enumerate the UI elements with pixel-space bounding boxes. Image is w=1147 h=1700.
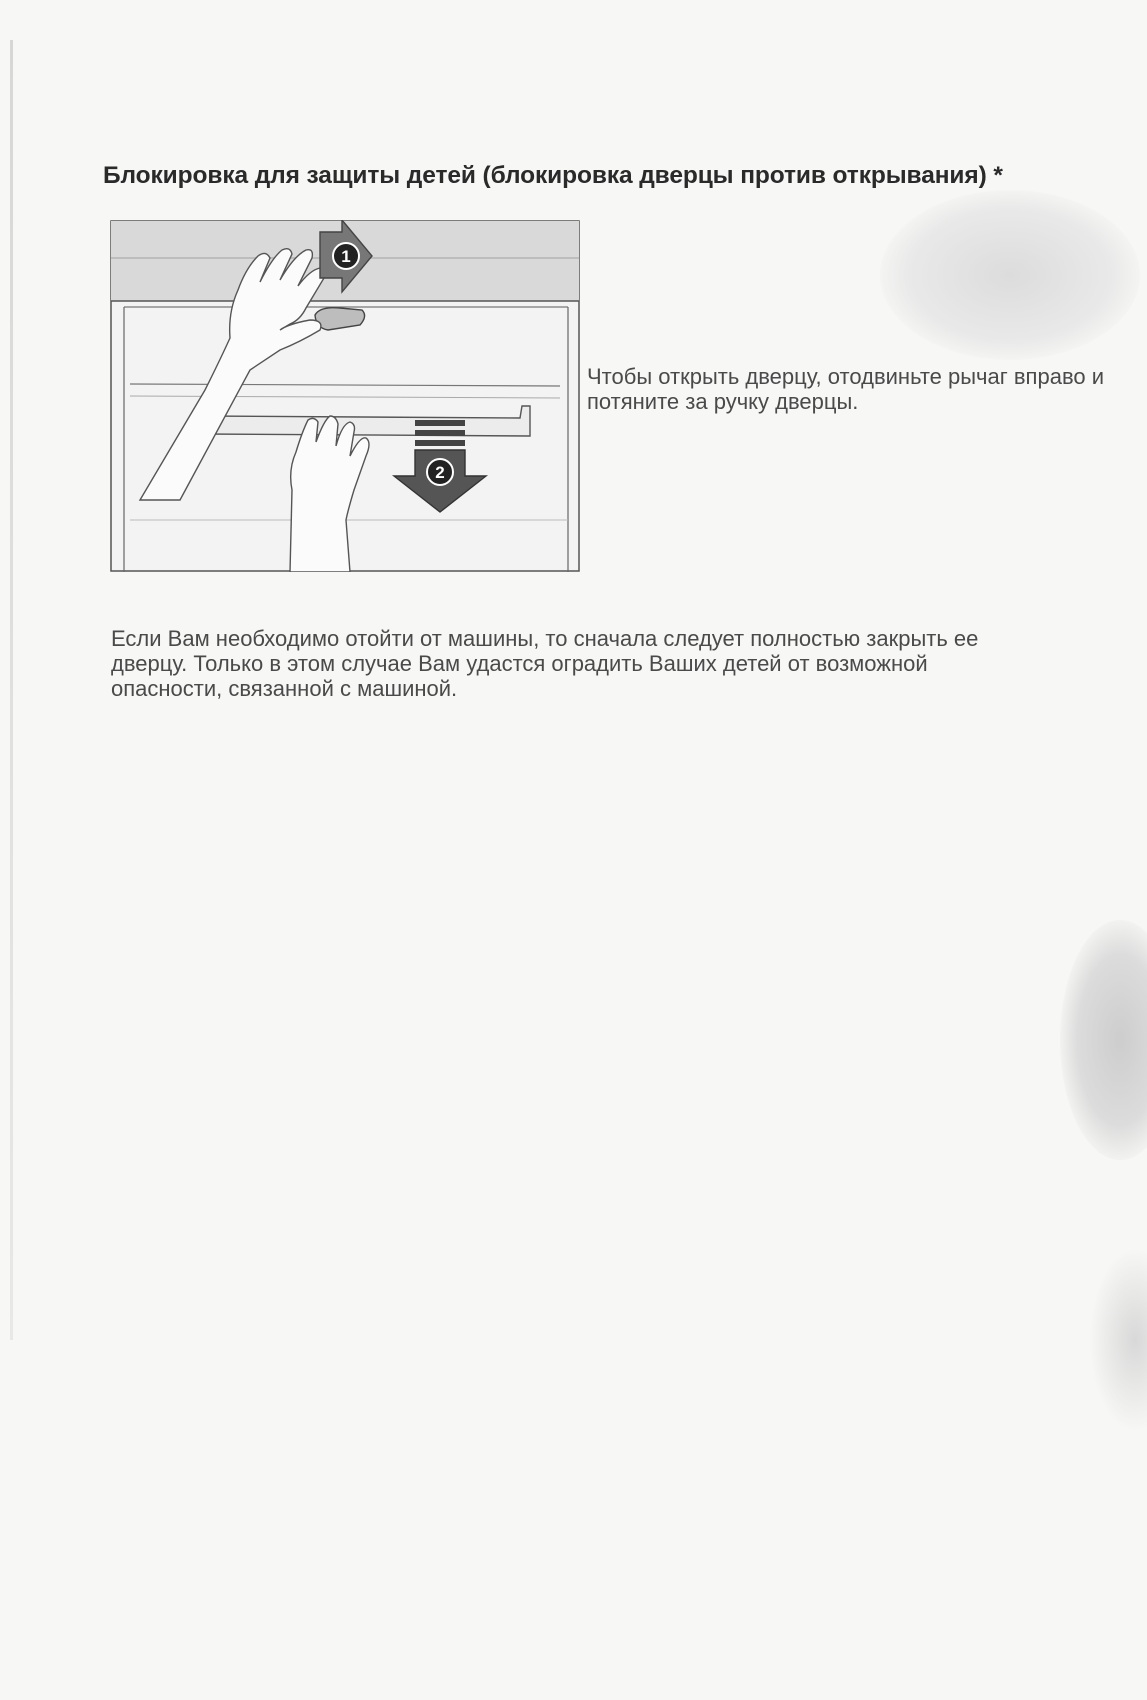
scan-edge (10, 40, 13, 1340)
safety-warning: Если Вам необходимо отойти от машины, то сначала следует полностью закрыть ее дверцу. Только в этом случае Вам удастся оградить Ваших детей от возможной опасности, связанной с машиной. (111, 626, 979, 701)
scan-bleed-through (1090, 1250, 1147, 1430)
section-title: Блокировка для защиты детей (блокировка дверцы против открывания) * (103, 162, 1003, 189)
scan-bleed-through (880, 190, 1140, 360)
open-door-instruction: Чтобы открыть дверцу, отодвиньте рычаг вправо и потяните за ручку дверцы. (587, 364, 1105, 414)
step2-number: 2 (435, 463, 445, 482)
scan-bleed-through (1060, 920, 1147, 1160)
child-lock-illustration (110, 220, 580, 572)
step1-number: 1 (341, 247, 351, 266)
